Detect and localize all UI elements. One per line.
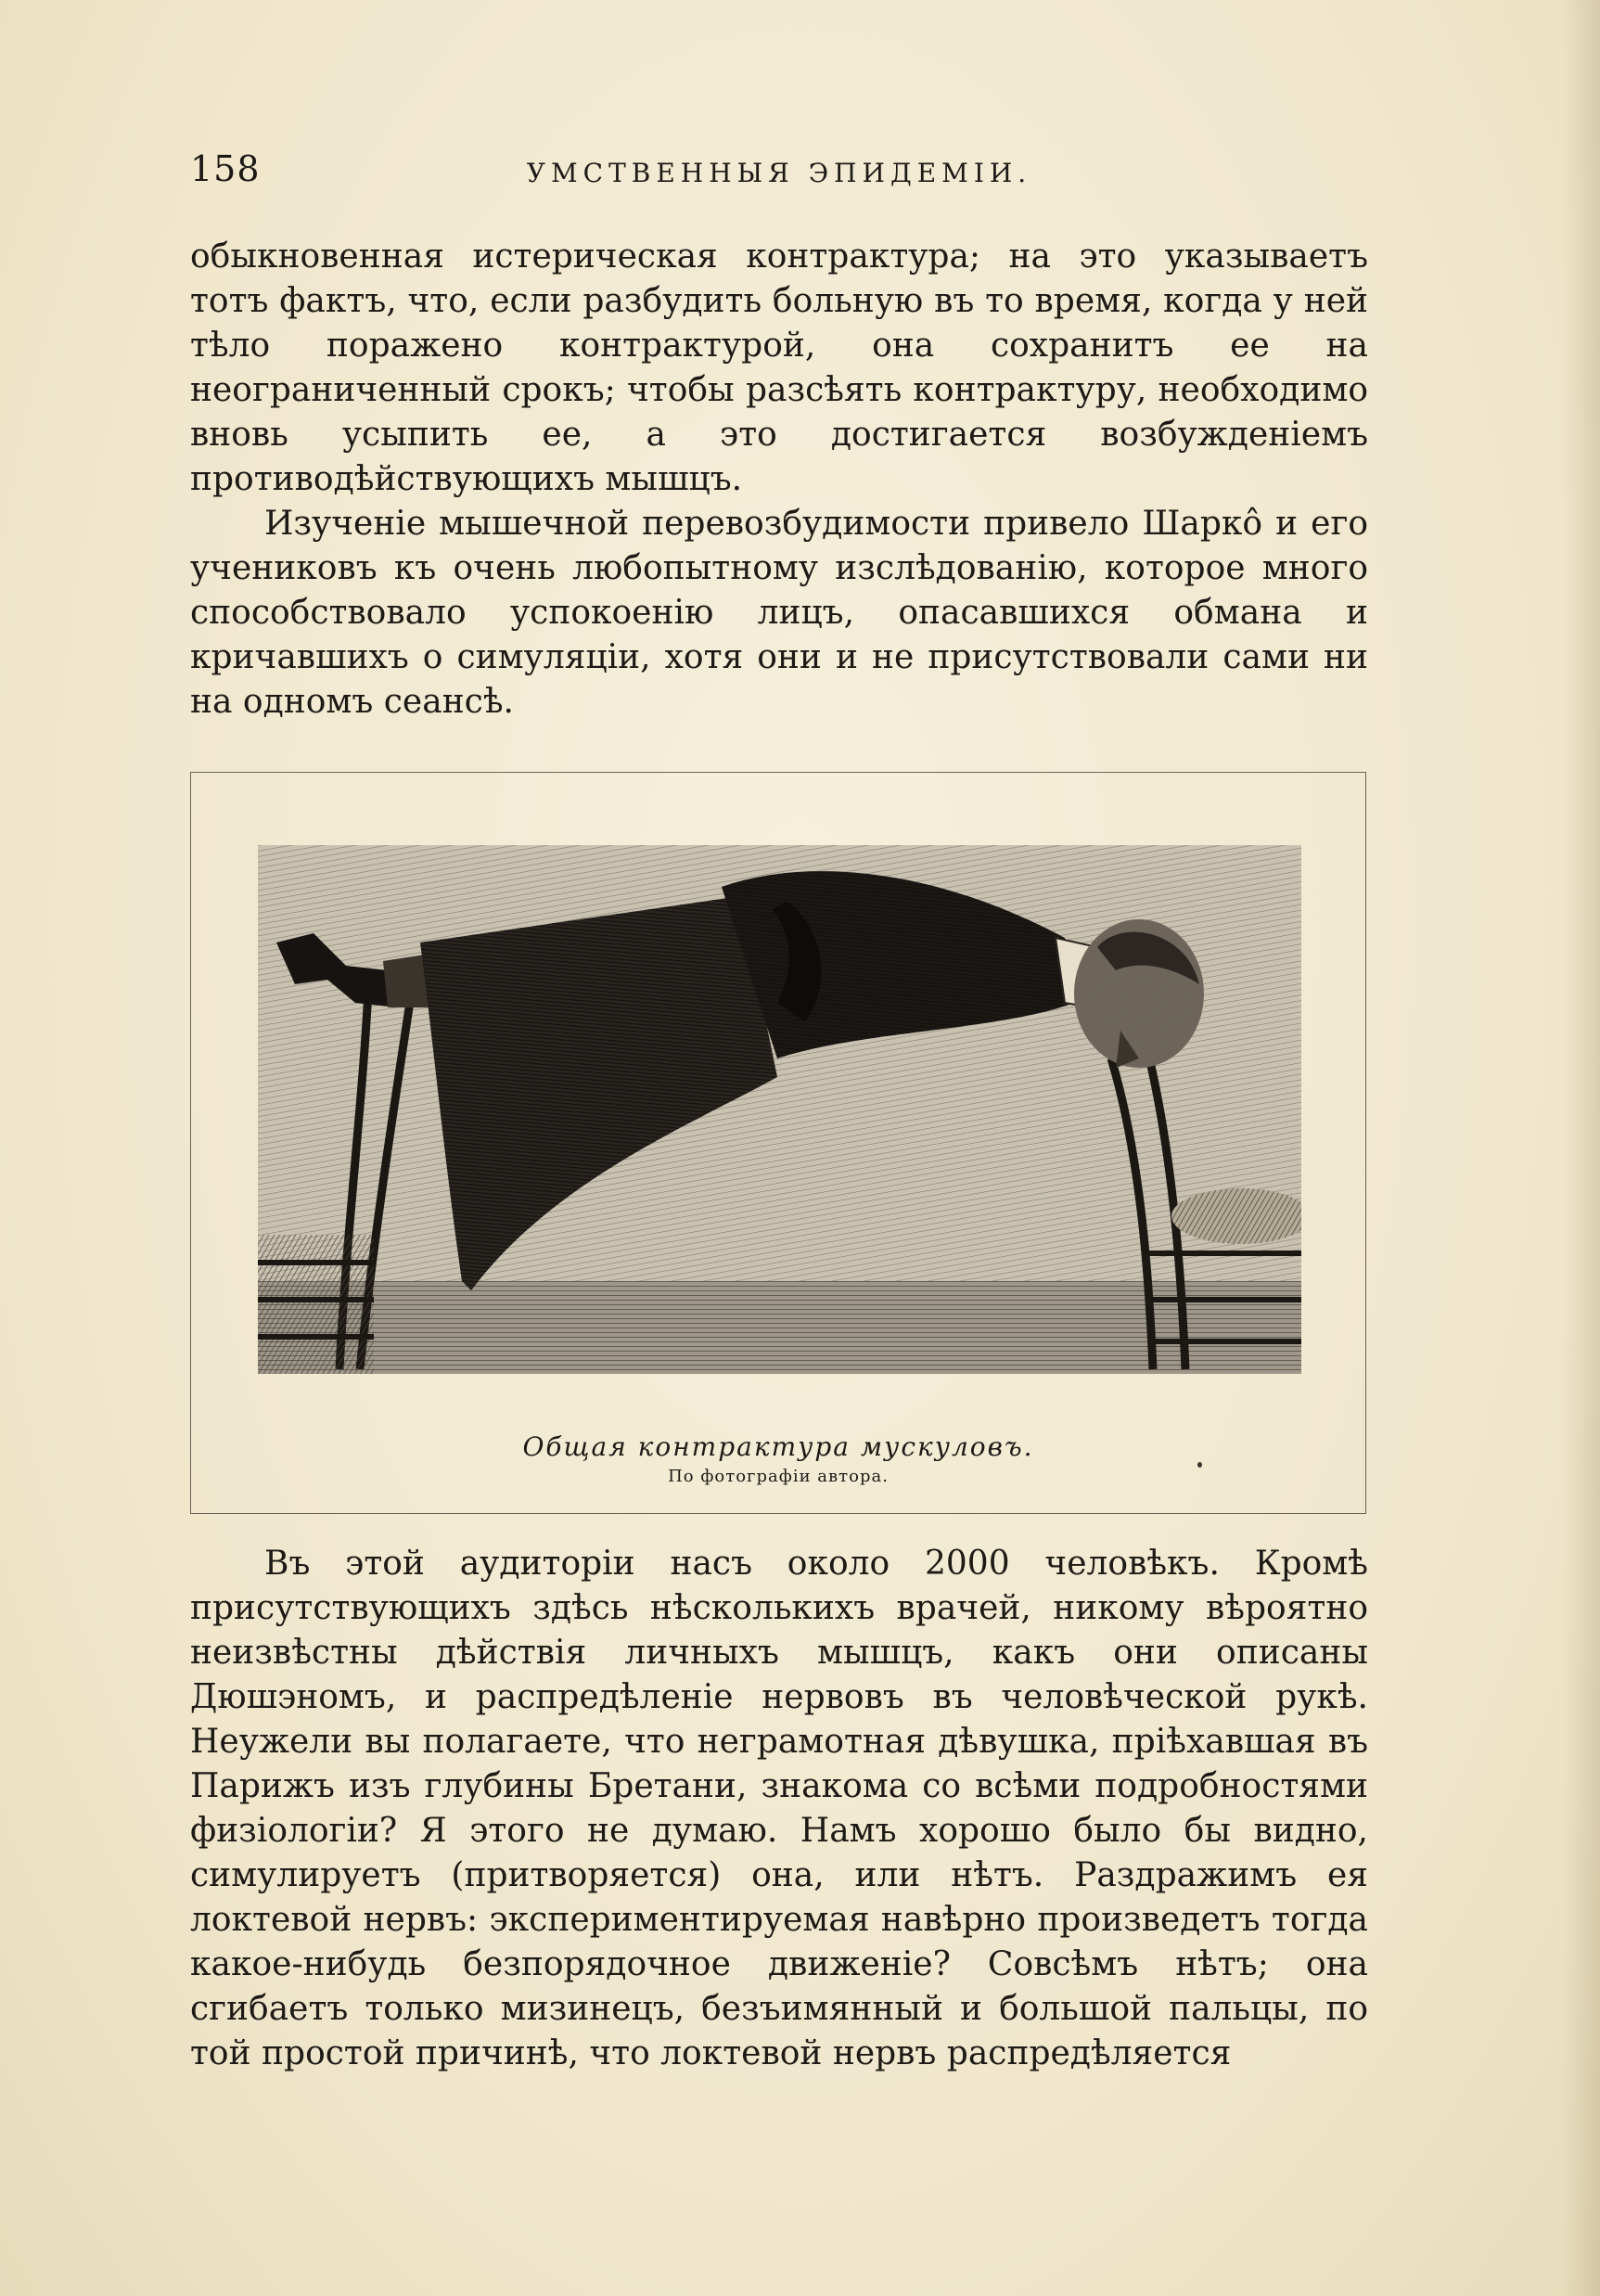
paragraph: Въ этой аудиторіи насъ около 2000 человѣкъ. Кромѣ присутствующихъ здѣсь нѣсколькихъ врачей, никому вѣроятно неизвѣстны дѣйствія личныхъ мышцъ, какъ они описаны Дюшэномъ, и распредѣленіе нервовъ въ человѣческой рукѣ. Неужели вы полагаете, что неграмотная дѣвушка, пріѣхавшая въ Парижъ изъ глубины Бретани, знакома со всѣми подробностями физіологіи? Я этого не думаю. Намъ хорошо было бы видно, симулируетъ (притворяется) она, или нѣтъ. Раздражимъ ея локтевой нервъ: экспериментируемая навѣрно произведетъ тогда какое-нибудь безпорядочное движеніе? Совсѣмъ нѣтъ; она сгибаетъ только мизинецъ, безъимянный и большой пальцы, по той простой причинѣ, что локтевой нервъ распредѣляется	[190, 1545, 1368, 2072]
engraving-illustration	[258, 845, 1301, 1374]
paragraph: Изученіе мышечной перевозбудимости привело Шаркô и его учениковъ къ очень любопытному изслѣдованію, которое много способствовало успокоенію лицъ, опасавшихся обмана и кричавшихъ о симуляціи, хотя они и не присутствовали сами ни на одномъ сеансѣ.	[190, 505, 1368, 721]
figure-credit: По фотографіи автора.	[668, 1467, 889, 1486]
print-speck	[1197, 1462, 1202, 1468]
figure	[190, 772, 1366, 1514]
text-block-top	[190, 235, 1368, 725]
text-block-bottom	[190, 1542, 1368, 2076]
running-title: УМСТВЕННЫЯ ЭПИДЕМІИ.	[526, 158, 1032, 188]
figure-caption: Общая контрактура мускуловъ.	[522, 1431, 1034, 1462]
page-number: 158	[190, 148, 261, 189]
page-header	[190, 148, 1368, 195]
page-edge-shadow	[1563, 0, 1600, 2296]
paragraph: обыкновенная истерическая контрактура; на это указываетъ тотъ фактъ, что, если разбудить больную въ то время, когда у ней тѣло поражено контрактурой, она сохранитъ ее на неограниченный срокъ; чтобы разсѣять контрактуру, необходимо вновь усыпить ее, а это достигается возбужденіемъ противодѣйствующихъ мышцъ.	[190, 237, 1368, 498]
